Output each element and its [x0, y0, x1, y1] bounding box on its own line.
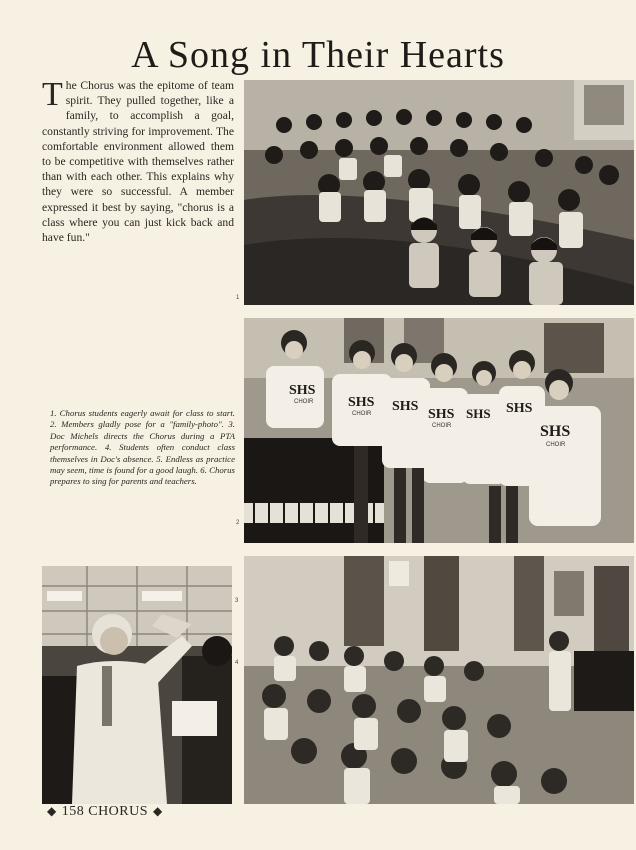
shirt-label-2: SHS [348, 395, 375, 410]
intro-paragraph [42, 78, 234, 245]
shirt-sub-7: CHOIR [546, 442, 566, 448]
shirt-label-1: SHS [289, 383, 316, 398]
drop-cap: T [42, 76, 63, 113]
photo-number-3: 3 [235, 598, 239, 604]
photo-caption: 1. Chorus students eagerly await for class to start. 2. Members gladly pose for a "family-photo". 3. Doc Michels directs the Chorus during a PTA performance. 4. Students often conduct class themselves in Doc's absence. 5. Endless as practice may seem, time is found for a good laugh. 6. Chorus prepares to sing for parents and teachers. [50, 408, 235, 487]
page-footer [42, 804, 168, 820]
photo-number-1: 1 [236, 295, 240, 301]
diamond-right-icon: ◆ [153, 804, 163, 818]
photo-classroom [244, 556, 634, 804]
diamond-left-icon: ◆ [47, 804, 57, 818]
shirt-label-4: SHS [428, 407, 455, 422]
shirt-label-7: SHS [540, 423, 571, 440]
shirt-label-5: SHS [466, 406, 491, 421]
photo-director [42, 566, 232, 804]
page-title: A Song in Their Hearts [131, 34, 505, 76]
shirt-label-3: SHS [392, 399, 419, 414]
shirt-sub-2: CHOIR [352, 411, 372, 417]
photo-number-2: 2 [236, 520, 240, 526]
shirt-sub-4: CHOIR [432, 423, 452, 429]
shirt-label-6: SHS [506, 401, 533, 416]
footer-text: 158 CHORUS [61, 804, 149, 819]
intro-text: he Chorus was the epitome of team spirit. They pulled together, like a family, to accomplish a goal, constantly striving for improvement. The comfortable environment allowed them to be competitive with themselves rather than with each other. This explains why they were so successful. A member expressed it best by saying, "chorus is a class where you can just kick back and have fun." [42, 79, 234, 245]
shirt-sub-1: CHOIR [294, 399, 314, 405]
photo-number-4: 4 [235, 660, 239, 666]
photo-students-waiting [244, 80, 634, 305]
photo-family-pose [244, 318, 634, 543]
